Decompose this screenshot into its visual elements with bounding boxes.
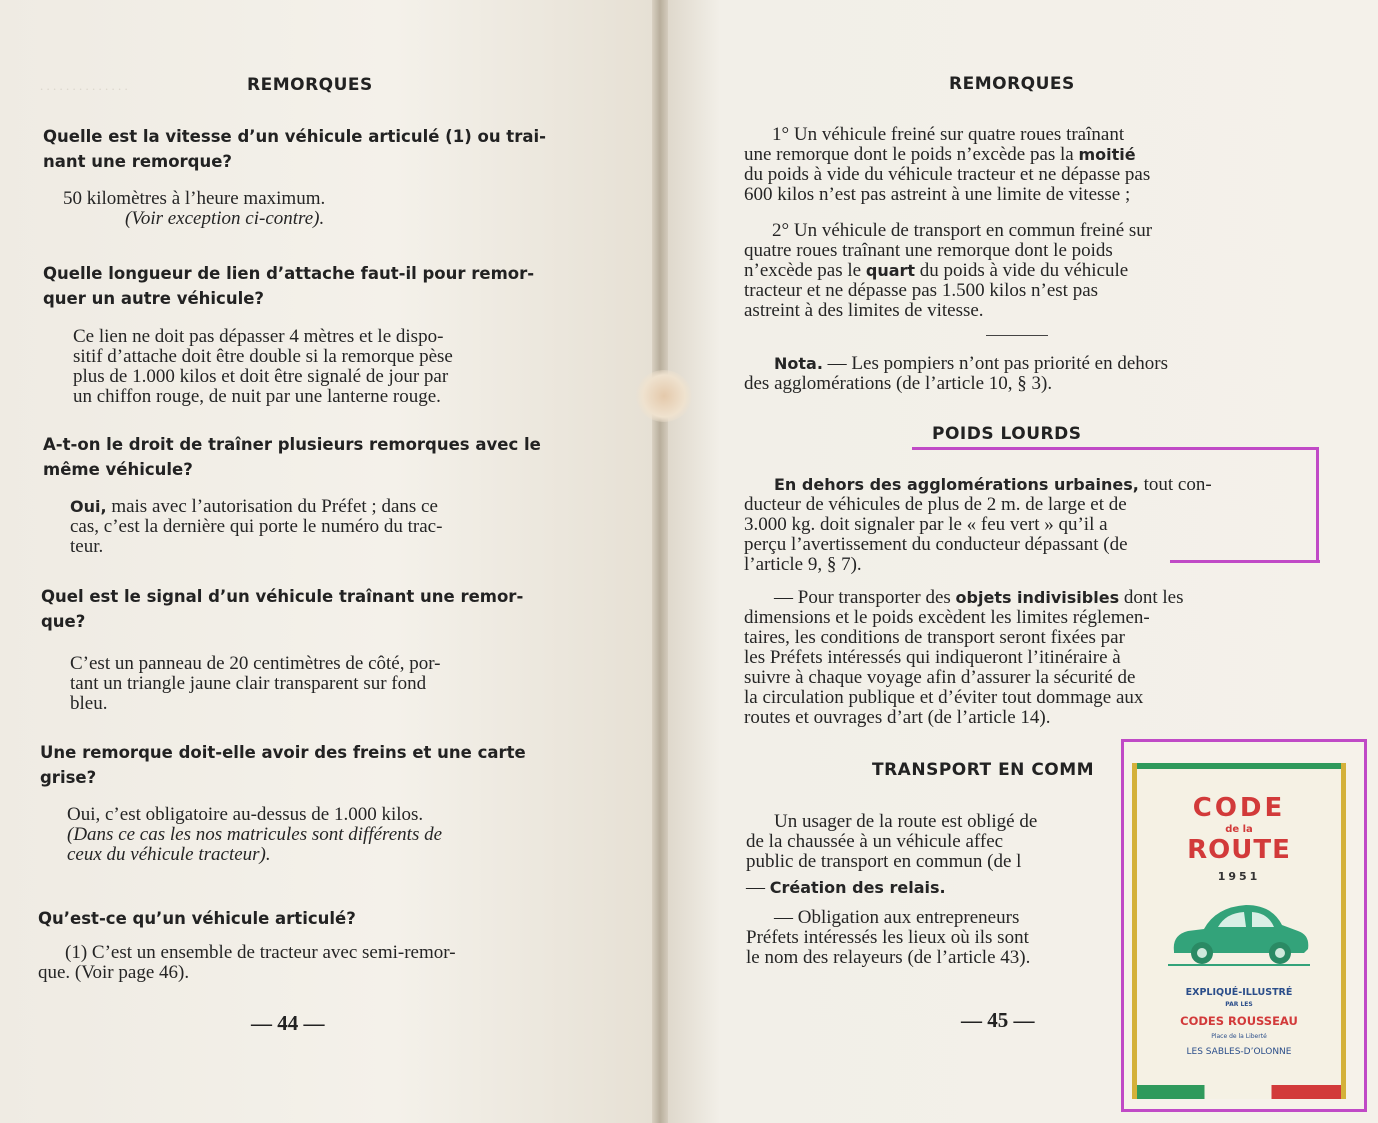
section-heading-poids-lourds: POIDS LOURDS <box>932 424 1082 444</box>
answer-6: (1) C’est un ensemble de tracteur avec semi-remor- que. (Voir page 46). <box>38 942 456 983</box>
book-gutter <box>652 0 668 1123</box>
poids-lourds-paragraph: En dehors des agglomérations urbaines, tout con- ducteur de véhicules de plus de 2 m. de large et de 3.000 kg. doit signaler par le « feu vert » qu’il a perçu l’avertissement du conducteur dépassant (de l’article 9, § 7). <box>744 474 1212 575</box>
bleed-through-text: . . . . . . . . . . . . . . <box>40 78 128 93</box>
highlight-frame <box>912 447 1319 563</box>
cover-city: LES SABLES-D’OLONNE <box>1186 1047 1292 1057</box>
page-number: — 45 — <box>961 1008 1035 1032</box>
transport-paragraph: Un usager de la route est obligé de de la chaussée à un véhicule affec public de transport en commun (de l — Création des relais. — Obligation aux entrepreneurs Préfets intéressés les lieux où ils sont le nom des relayeurs (de l’article 43). <box>746 811 1038 968</box>
cover-top-band <box>1137 763 1341 769</box>
cover-address: Place de la Liberté <box>1211 1033 1267 1040</box>
cover-title-code: CODE <box>1192 793 1286 823</box>
question-3: A-t-on le droit de traîner plusieurs remorques avec le même véhicule? <box>43 435 541 479</box>
cover-title-route: ROUTE <box>1187 835 1291 865</box>
cover-par: PAR LES <box>1225 1001 1253 1008</box>
objets-indivisibles-paragraph: — Pour transporter des objets indivisibles dont les dimensions et le poids excèdent les limites réglemen- taires, les conditions de transport seront fixées par les Préfets intéressés qui indiqueront l’itinéraire à suivre à chaque voyage afin d’assurer la sécurité de la circulation publique et d’éviter tout dommage aux routes et ouvrages d’art (de l’article 14). <box>744 587 1184 728</box>
paper-stain <box>636 370 692 422</box>
highlight-frame-bottom <box>1170 560 1320 563</box>
page-heading: REMORQUES <box>949 74 1075 94</box>
question-6: Qu’est-ce qu’un véhicule articulé? <box>38 909 356 928</box>
cover-bottom-band <box>1137 1085 1341 1099</box>
section-heading-transport: TRANSPORT EN COMM <box>872 760 1095 780</box>
page-number: — 44 — <box>251 1011 325 1035</box>
cover-year: 1951 <box>1217 870 1261 883</box>
answer-3: Oui, mais avec l’autorisation du Préfet ; dans ce cas, c’est la dernière qui porte le numéro du trac- teur. <box>70 496 443 557</box>
answer-2: Ce lien ne doit pas dépasser 4 mètres et le dispo- sitif d’attache doit être double si la remorque pèse plus de 1.000 kilos et doit être signalé de jour par un chiffon rouge, de nuit par une lanterne rouge. <box>73 326 453 407</box>
answer-5: Oui, c’est obligatoire au-dessus de 1.000 kilos. (Dans ce cas les nos matricules sont différents de ceux du véhicule tracteur). <box>67 804 443 865</box>
cover-title-mid: de la <box>1225 824 1253 835</box>
page-heading: REMORQUES <box>247 75 373 95</box>
answer-1: 50 kilomètres à l’heure maximum. (Voir exception ci-contre). <box>63 188 326 229</box>
question-5: Une remorque doit-elle avoir des freins et une carte grise? <box>40 743 526 787</box>
separator <box>986 335 1048 336</box>
cover-subtitle: EXPLIQUÉ-ILLUSTRÉ <box>1185 987 1293 998</box>
question-2: Quelle longueur de lien d’attache faut-il pour remor- quer un autre véhicule? <box>43 264 535 308</box>
nota-paragraph: Nota. — Les pompiers n’ont pas priorité en dehors des agglomérations (de l’article 10, § 3). <box>744 353 1168 394</box>
cover-publisher: CODES ROUSSEAU <box>1180 1014 1298 1028</box>
book-cover <box>1132 763 1346 1099</box>
paragraph-2: 2° Un véhicule de transport en commun freiné sur quatre roues traînant une remorque dont le poids n’excède pas le quart du poids à vide du véhicule tracteur et ne dépasse pas 1.500 kilos n’est pas astreint à des limites de vitesse. <box>744 220 1153 321</box>
answer-4: C’est un panneau de 20 centimètres de côté, por- tant un triangle jaune clair transparent sur fond bleu. <box>70 653 441 714</box>
cover-inset-frame <box>1121 739 1367 1112</box>
question-1: Quelle est la vitesse d’un véhicule articulé (1) ou trai- nant une remorque? <box>43 127 546 171</box>
car-illustration <box>1164 891 1314 971</box>
paragraph-1: 1° Un véhicule freiné sur quatre roues traînant une remorque dont le poids n’excède pas la moitié du poids à vide du véhicule tracteur et ne dépasse pas 600 kilos n’est pas astreint à une limite de vitesse ; <box>744 124 1151 205</box>
left-page <box>0 0 656 1123</box>
question-4: Quel est le signal d’un véhicule traînant une remor- que? <box>41 587 524 631</box>
